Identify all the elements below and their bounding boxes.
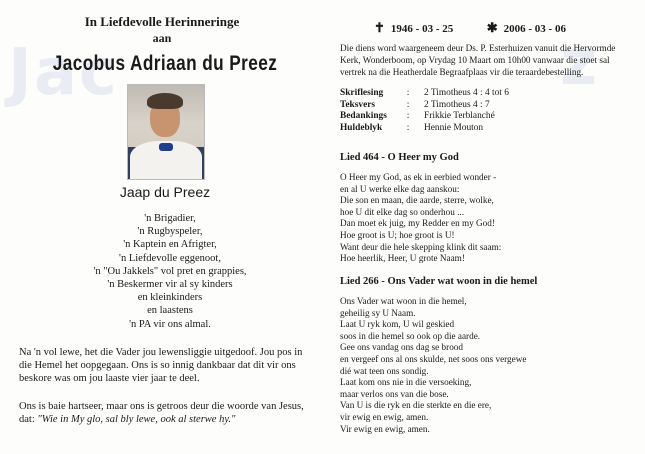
lyric-line: Vir ewig en ewig, amen. (340, 423, 430, 434)
bow-tie (159, 143, 173, 151)
lyric-line: O Heer my God, as ek in eerbied wonder - (340, 172, 497, 182)
detail-row: Huldeblyk : Hennie Mouton (340, 123, 632, 135)
detail-key: Skriflesing (340, 88, 384, 98)
lyric-line: en al U werke elke dag aanskou: (340, 183, 460, 194)
deceased-name: Jacobus Adriaan du Preez (52, 52, 278, 75)
verse-line: 'n Kaptein en Afrigter, (123, 239, 217, 251)
verse-line: en kleinkinders (137, 292, 203, 304)
right-panel (338, 0, 638, 454)
song-1-lyrics (340, 172, 636, 265)
lyric-line: Gee ons vandag ons dag se brood (340, 342, 463, 353)
service-intro: Die diens word waargeneem deur Ds. P. Esterhuizen vanuit die Hervormde Kerk, Wonderboom, op Vrydag 10 Maart om 10h00 vanwaar die stoet sal vertrek na die Heatherdale Begraafplaas vir die teraardebestelling. (340, 43, 616, 77)
verse-line: 'n Brigadier, (144, 213, 196, 224)
verse-line: en laastens (147, 305, 193, 317)
detail-row: Bedankings : Frikkie Terblanché (340, 111, 632, 123)
detail-key: Huldeblyk (340, 122, 383, 133)
lyric-line: Hoe groot is U; hoe groot is U! (340, 229, 455, 240)
paragraph-2-text: Ons is baie hartseer, maar ons is getroos deur die woorde van Jesus, dat: (19, 401, 304, 425)
star-icon: ✱ (486, 20, 498, 35)
detail-value: 2 Timotheus 4 : 7 (424, 99, 490, 110)
nickname: Jaap du Preez (119, 184, 211, 200)
detail-row: Skriflesing : 2 Timotheus 4 : 4 tot 6 (340, 88, 632, 100)
lyric-line: Want deur die hele skepping klink dit saam: (340, 241, 502, 252)
life-dates (374, 20, 566, 36)
verse-line: 'n "Ou Jakkels" vol pret en grappies, (93, 265, 247, 277)
lyric-line: geheilig sy U Naam. (340, 307, 416, 318)
lyric-line: Laat U ryk kom, U wil geskied (340, 319, 455, 330)
header-line-1: In Liefdevolle Herinneringe (84, 14, 240, 29)
lyric-line: maar verlos ons van die bose. (340, 388, 449, 399)
lyric-line: Hoe heerlik, Heer, U grote Naam! (340, 253, 465, 264)
lyric-line: Van U is die ryk en die sterkte en die ere, (340, 400, 492, 411)
cross-icon: ✝ (374, 20, 385, 35)
lyric-line: Dan moet ek juig, my Redder en my God! (340, 218, 495, 229)
header-line-2: aan (152, 31, 172, 45)
lyric-line: en vergeef ons al ons skulde, net soos ons vergewe (340, 353, 527, 364)
detail-row: Teksvers : 2 Timotheus 4 : 7 (340, 100, 632, 112)
detail-value: 2 Timotheus 4 : 4 tot 6 (424, 88, 509, 98)
song-2-title: Lied 266 - Ons Vader wat woon in die hemel (340, 276, 538, 287)
tribute-verse (60, 212, 280, 331)
lyric-line: Laat kom ons nie in die versoeking, (340, 377, 472, 388)
portrait-photo (127, 84, 205, 180)
lyric-line: vir ewig en ewig, amen. (340, 411, 429, 422)
verse-line: 'n PA vir ons almal. (129, 318, 211, 330)
verse-line: 'n Liefdevolle eggenoot, (119, 252, 221, 264)
lyric-line: soos in die hemel so ook op die aarde. (340, 330, 481, 341)
lyric-line: Ons Vader wat woon in die hemel, (340, 296, 467, 306)
detail-key: Bedankings (340, 111, 387, 121)
song-1-title: Lied 464 - O Heer my God (340, 152, 459, 163)
show-through-ghost-text-left: Jac (8, 36, 119, 110)
show-through-ghost-text-right: z (560, 26, 600, 100)
lyric-line: hoe U dit elke dag so onderhou ... (340, 206, 465, 217)
scripture-quote: "Wie in My glo, sal bly lewe, ook al sterwe hy." (37, 414, 236, 425)
tribute-paragraph-1: Na 'n vol lewe, het die Vader jou lewensliggie uitgedoof. Jou pos in die Hemel het oopgegaan. Ons is so innig dankbaar dat dit vir ons beskore was om jou laaste vier jaar te deel. (19, 347, 303, 384)
service-details (340, 88, 632, 134)
detail-key: Teksvers (340, 99, 376, 110)
left-panel (0, 0, 320, 454)
detail-value: Hennie Mouton (424, 122, 484, 133)
death-date: 2006 - 03 - 06 (503, 23, 566, 35)
song-2-lyrics (340, 296, 636, 435)
detail-value: Frikkie Terblanché (424, 111, 495, 121)
verse-line: 'n Rugbyspeler, (137, 226, 203, 238)
birth-date: 1946 - 03 - 25 (390, 23, 454, 35)
lyric-line: dié wat teen ons sondig. (340, 365, 429, 376)
tribute-paragraph-2 (19, 400, 309, 426)
verse-line: 'n Beskermer vir al sy kinders (107, 279, 233, 291)
lyric-line: Die son en maan, die aarde, sterre, wolke, (340, 195, 494, 206)
